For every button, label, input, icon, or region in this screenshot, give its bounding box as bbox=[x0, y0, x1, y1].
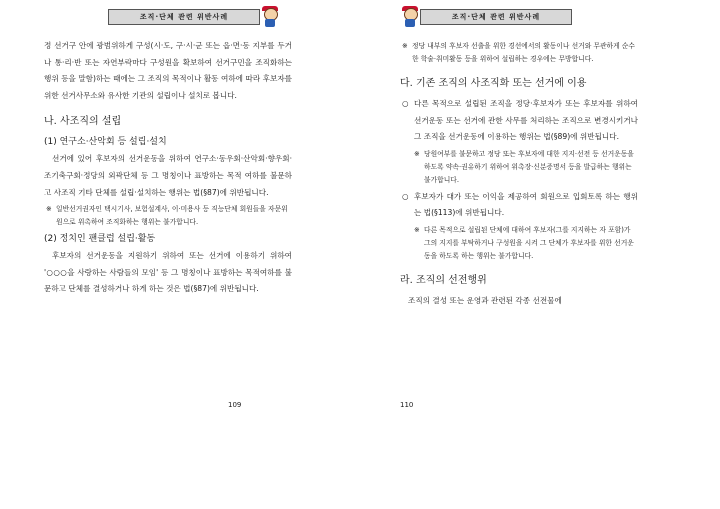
mascot-icon bbox=[260, 6, 280, 28]
bullet-text: 다른 목적으로 설립된 조직을 정당·후보자가 또는 후보자를 위하여 선거운동 또는 선거에 관한 사무를 처리하는 조직으로 변경시키거나 그 조직을 선거운동에 이용하는 행위는 법(§89)에 위반됩니다. bbox=[414, 99, 638, 142]
body-paragraph: 후보자의 선거운동을 지원하기 위하여 또는 선거에 이용하기 위하여 '○○○을 사랑하는 사람들의 모임' 등 그 명칭이나 표방하는 목적여하를 불문하고 단체를 결성하거나 하게 하는 것은 법(§87)에 위반됩니다. bbox=[44, 251, 292, 294]
header-title: 조직·단체 관련 위반사례 bbox=[108, 9, 260, 25]
left-page-header bbox=[108, 6, 280, 28]
right-page-content bbox=[400, 38, 638, 310]
circle-bullet-icon: ○ bbox=[402, 99, 409, 108]
note bbox=[400, 148, 638, 187]
note bbox=[400, 40, 638, 66]
note-text: 정당 내부의 후보자 선출을 위한 경선에서의 활동이나 선거와 무관하게 순수한 학술·취미활동 등을 위하여 설립하는 경우에는 무방합니다. bbox=[412, 42, 635, 63]
note-mark-icon: ※ bbox=[414, 149, 420, 158]
bullet-text: 후보자가 대가 또는 이익을 제공하여 회원으로 입회토록 하는 행위는 법(§113)에 위반됩니다. bbox=[414, 191, 638, 218]
bullet-item bbox=[400, 189, 638, 222]
note-text: 당원여부를 불문하고 정당 또는 후보자에 대한 지지·선전 등 선거운동을 하도록 약속·권유하기 위하여 위촉장·신분증명서 등을 발급하는 행위는 불가합니다. bbox=[424, 149, 634, 184]
header-title: 조직·단체 관련 위반사례 bbox=[420, 9, 572, 25]
bullet-item bbox=[400, 96, 638, 146]
section-heading: 다. 기존 조직의 사조직화 또는 선거에 이용 bbox=[400, 78, 587, 89]
right-page bbox=[360, 0, 720, 509]
intro-paragraph: 정 선거구 안에 광범위하게 구성(시·도, 구·시·군 또는 읍·면·동 지부를 두거나 통·리·반 또는 자연부락마다 구성원을 확보하여 선거구민을 조직화하는 행위 등을 말함)하는 때에는 그 조직의 목적이나 활동 여하에 따라 후보자를 위한 선거사무소와 유사한 기관의 설립이나 설치로 봅니다. bbox=[44, 41, 292, 100]
page-number: 109 bbox=[228, 401, 242, 409]
section-heading: 나. 사조직의 설립 bbox=[44, 116, 122, 128]
circle-bullet-icon: ○ bbox=[402, 191, 409, 201]
body-paragraph: 선거에 있어 후보자의 선거운동을 위하여 연구소·동우회·산악회·향우회·조기축구회·정당의 외곽단체 등 그 명칭이나 표방하는 목적 여하를 불문하고 사조직 기타 단체를 설립·설치하는 행위는 법(§87)에 위반됩니다. bbox=[44, 154, 292, 197]
left-page-content bbox=[44, 38, 292, 298]
page-number: 110 bbox=[400, 401, 414, 409]
section-heading: 라. 조직의 선전행위 bbox=[400, 274, 487, 286]
note-mark-icon: ※ bbox=[402, 42, 408, 50]
right-page-header bbox=[400, 6, 572, 28]
note bbox=[44, 203, 292, 229]
note-text: 다른 목적으로 설립된 단체에 대하여 후보자(그를 지지하는 자 포함)가 그의 지지를 부탁하거나 구성원을 시켜 그 단체가 후보자를 위한 선거운동을 하도록 하는 행위는 불가합니다. bbox=[424, 225, 634, 260]
subsection-heading: (2) 정치인 팬클럽 설립·활동 bbox=[44, 234, 156, 245]
note bbox=[400, 224, 638, 263]
subsection-heading: (1) 연구소·산악회 등 설립·설치 bbox=[44, 137, 167, 148]
note-mark-icon: ※ bbox=[46, 205, 52, 214]
mascot-icon bbox=[400, 6, 420, 28]
note-mark-icon: ※ bbox=[414, 225, 420, 234]
body-paragraph: 조직의 결성 또는 운영과 관련된 각종 선전물에 bbox=[408, 295, 562, 305]
note-text: 일반선거권자인 택시기사, 보험설계사, 이·미용사 등 직능단체 회원들을 자문위원으로 위촉하여 조직화하는 행위는 불가합니다. bbox=[56, 205, 288, 227]
